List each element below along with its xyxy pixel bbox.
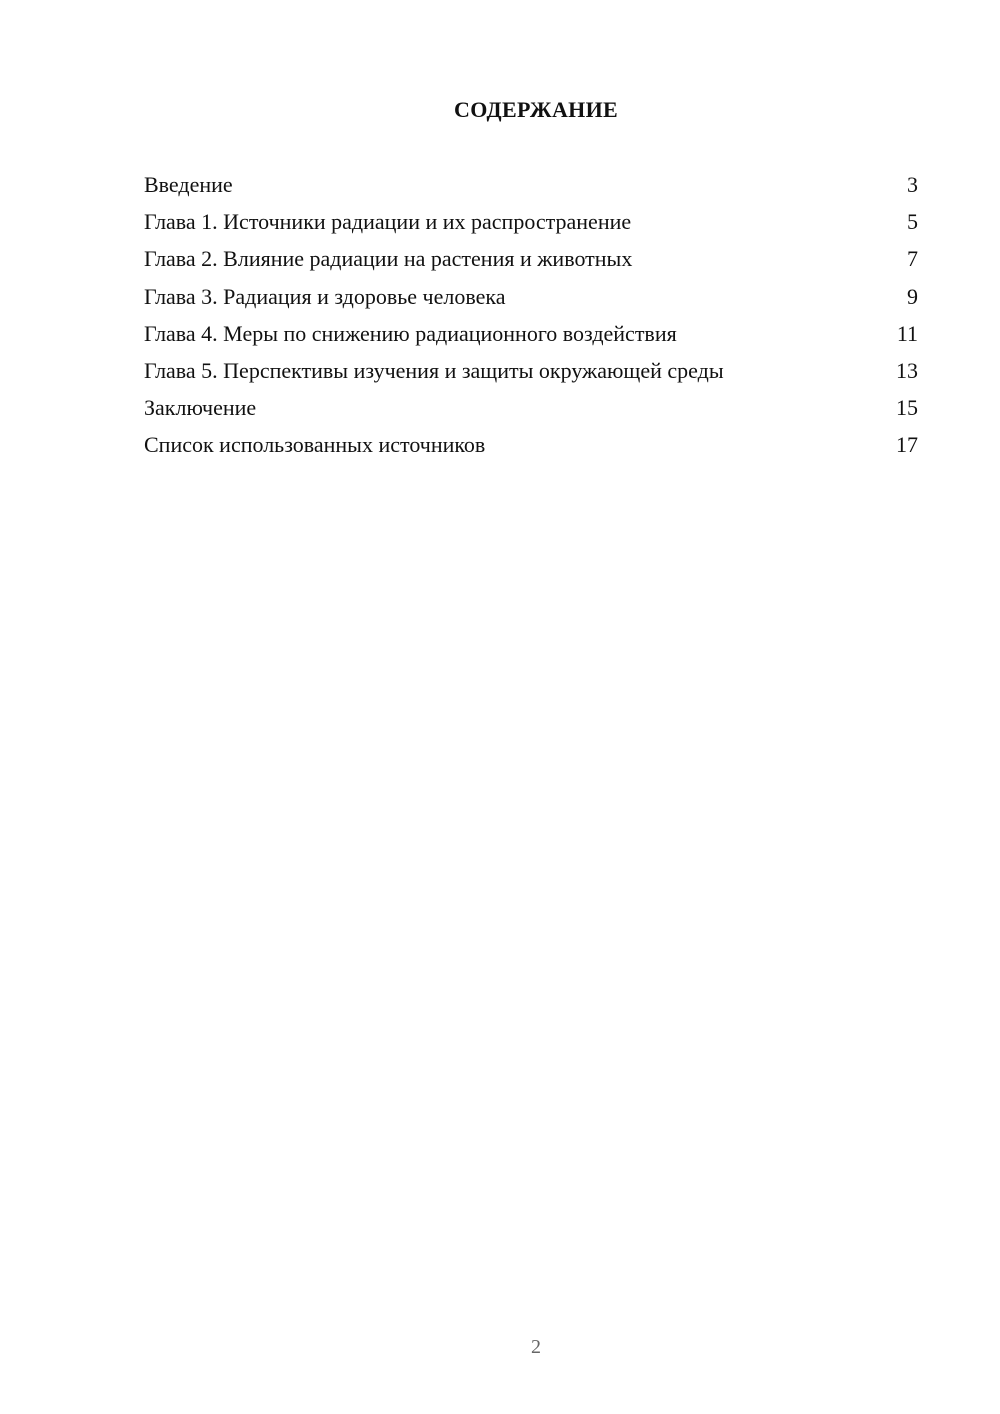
toc-entry-label: Глава 4. Меры по снижению радиационного воздействия	[144, 320, 677, 346]
toc-entry-chapter-1	[144, 208, 918, 245]
toc-entry-label: Глава 1. Источники радиации и их распространение	[144, 209, 632, 235]
toc-entry-page: 3	[907, 172, 918, 197]
toc-entry-page: 5	[907, 209, 918, 235]
toc-entry-label: Список использованных источников	[144, 432, 486, 458]
toc-entry-label: Заключение	[144, 395, 257, 421]
toc-entry-chapter-4	[144, 320, 918, 357]
toc-entry-references	[144, 431, 918, 468]
toc-entry-conclusion	[144, 394, 918, 431]
toc-entry-page: 11	[896, 320, 918, 346]
toc-entry-chapter-2	[144, 245, 918, 282]
toc-title: СОДЕРЖАНИЕ	[454, 97, 618, 122]
toc-entry-label: Введение	[144, 172, 233, 197]
toc-entry-label: Глава 3. Радиация и здоровье человека	[144, 283, 506, 309]
toc-entry-page: 15	[896, 395, 918, 421]
toc-entry-label: Глава 5. Перспективы изучения и защиты окружающей среды	[144, 357, 724, 383]
toc-entry-page: 9	[907, 283, 918, 309]
toc-entry-page: 7	[907, 246, 918, 272]
toc-entry-page: 17	[896, 432, 918, 458]
table-of-contents	[144, 171, 918, 469]
toc-entry-chapter-3	[144, 283, 918, 320]
toc-entry-label: Глава 2. Влияние радиации на растения и животных	[144, 246, 633, 272]
toc-entry-chapter-5	[144, 357, 918, 394]
page-number: 2	[531, 1336, 541, 1358]
toc-entry-page: 13	[896, 357, 918, 383]
toc-entry-introduction	[144, 171, 918, 208]
